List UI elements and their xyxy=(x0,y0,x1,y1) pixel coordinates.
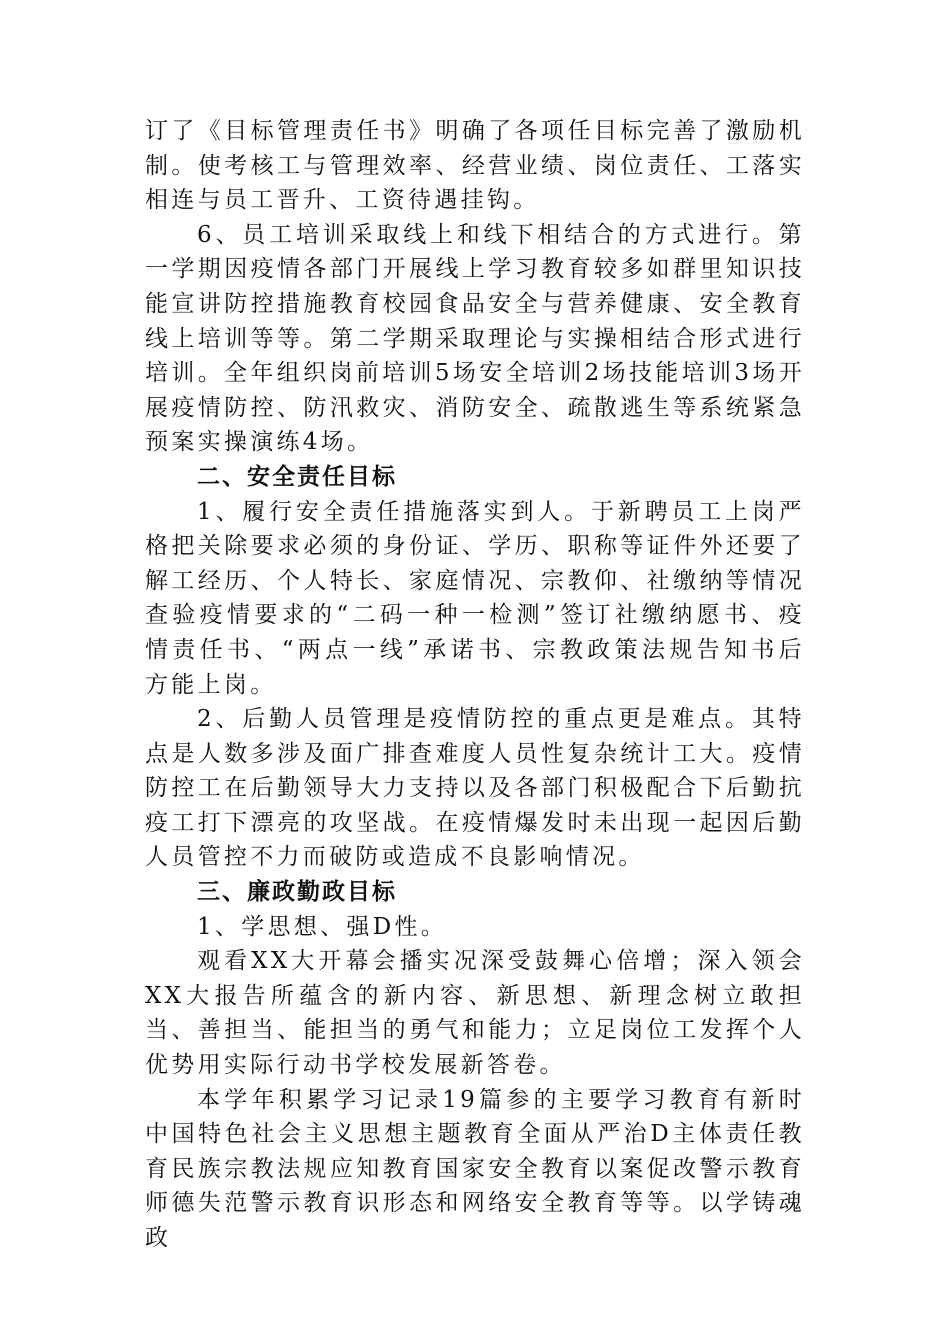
section-heading-integrity: 三、廉政勤政目标 xyxy=(197,879,397,906)
paragraph-continuation: 订了《目标管理责任书》明确了各项任目标完善了激励机制。使考核工与管理效率、经营业绩、岗位责任、工落实相连与员工晋升、工资待遇挂钩。 xyxy=(145,118,805,214)
paragraph-study-thought: 1、学思想、强D性。 xyxy=(197,913,448,940)
paragraph-safety-measures: 1、履行安全责任措施落实到人。于新聘员工上岗严格把关除要求必须的身份证、学历、职称等证件外还要了解工经历、个人特长、家庭情况、宗教仰、社缴纳等情况查验疫情要求的“二码一种一检测”签订社缴纳愿书、疫情责任书、“两点一线”承诺书、宗教政策法规告知书后方能上岗。 xyxy=(145,498,805,698)
paragraph-logistics-management: 2、后勤人员管理是疫情防控的重点更是难点。其特点是人数多涉及面广排查难度人员性复杂统计工大。疫情防控工在后勤领导大力支持以及各部门积极配合下后勤抗疫工打下漂亮的攻坚战。在疫情爆发时未出现一起因后勤人员管控不力而破防或造成不良影响情况。 xyxy=(145,706,805,871)
paragraph-staff-training: 6、员工培训采取线上和线下相结合的方式进行。第一学期因疫情各部门开展线上学习教育较多如群里知识技能宣讲防控措施教育校园食品安全与营养健康、安全教育线上培训等等。第二学期采取理论与实操相结合形式进行培训。全年组织岗前培训5场安全培训2场技能培训3场开展疫情防控、防汛救灾、消防安全、疏散逃生等系统紧急预案实操演练4场。 xyxy=(145,221,805,456)
paragraph-study-records: 本学年积累学习记录19篇参的主要学习教育有新时中国特色社会主义思想主题教育全面从严治D主体责任教育民族宗教法规应知教育国家安全教育以案促改警示教育师德失范警示教育识形态和网络安全教育等等。以学铸魂政 xyxy=(145,1086,805,1251)
document-page xyxy=(145,114,805,1256)
paragraph-watch-congress: 观看XX大开幕会播实况深受鼓舞心倍增；深入领会XX大报告所蕴含的新内容、新思想、新理念树立敢担当、善担当、能担当的勇气和能力；立足岗位工发挥个人优势用实际行动书学校发展新答卷。 xyxy=(145,948,805,1079)
section-heading-safety: 二、安全责任目标 xyxy=(197,463,397,490)
